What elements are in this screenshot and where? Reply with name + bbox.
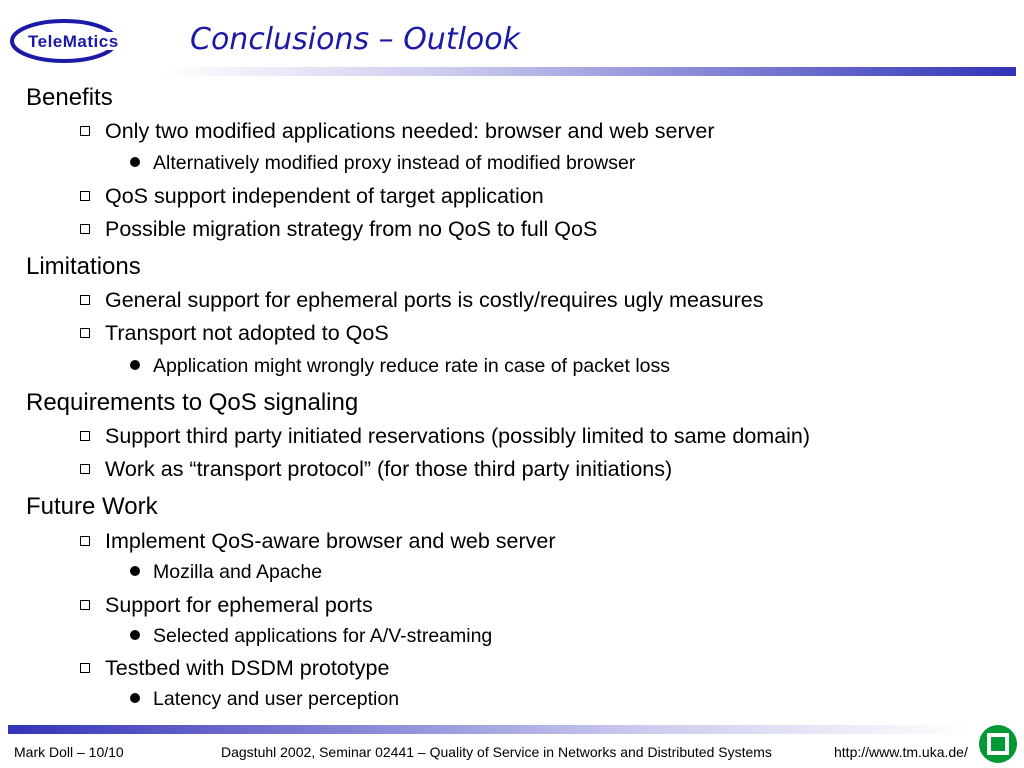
sub-list-item — [130, 152, 635, 175]
list-item-text: General support for ephemeral ports is costly/requires ugly measures — [105, 288, 764, 312]
footer-author: Mark Doll – 10/10 — [14, 744, 124, 760]
logo-text: TeleMatics — [28, 32, 119, 51]
list-item — [80, 119, 715, 144]
square-bullet-icon — [80, 126, 90, 136]
square-bullet-icon — [80, 536, 90, 546]
list-item — [80, 288, 763, 313]
square-bullet-icon — [80, 191, 90, 201]
round-bullet-icon — [130, 566, 140, 576]
square-bullet-icon — [80, 328, 90, 338]
round-bullet-icon — [130, 157, 140, 167]
section-heading — [26, 253, 141, 281]
list-item-text: Work as “transport protocol” (for those third party initiations) — [105, 457, 673, 481]
list-item — [80, 656, 389, 681]
list-item — [80, 424, 810, 449]
list-item-text: Implement QoS-aware browser and web server — [105, 529, 556, 553]
list-item-text: Testbed with DSDM prototype — [105, 656, 390, 680]
list-item — [80, 457, 672, 482]
section-heading — [26, 389, 358, 417]
list-item — [80, 184, 544, 209]
section-heading-text: Future Work — [26, 493, 158, 520]
title-divider — [160, 67, 1016, 76]
square-bullet-icon — [80, 295, 90, 305]
list-item — [80, 217, 597, 242]
university-logo — [978, 724, 1018, 764]
page-title: Conclusions – Outlook — [190, 22, 520, 57]
section-heading — [26, 493, 158, 521]
square-bullet-icon — [80, 431, 90, 441]
section-heading-text: Requirements to QoS signaling — [26, 389, 359, 416]
square-bullet-icon — [80, 663, 90, 673]
section-heading-text: Limitations — [26, 253, 141, 280]
sub-list-item — [130, 561, 322, 584]
footer-event: Dagstuhl 2002, Seminar 02441 – Quality of Service in Networks and Distributed Systems — [221, 744, 772, 760]
list-item-text: Support for ephemeral ports — [105, 593, 373, 617]
list-item — [80, 321, 389, 346]
sub-list-item-text: Latency and user perception — [153, 688, 400, 710]
sub-list-item — [130, 688, 399, 711]
sub-list-item-text: Application might wrongly reduce rate in case of packet loss — [153, 355, 671, 377]
square-bullet-icon — [80, 600, 90, 610]
footer-divider — [8, 725, 970, 734]
list-item-text: Transport not adopted to QoS — [105, 321, 389, 345]
square-bullet-icon — [80, 224, 90, 234]
sub-list-item-text: Alternatively modified proxy instead of modified browser — [153, 152, 636, 174]
list-item-text: Support third party initiated reservations (possibly limited to same domain) — [105, 424, 811, 448]
list-item-text: Only two modified applications needed: browser and web server — [105, 119, 715, 143]
sub-list-item-text: Selected applications for A/V-streaming — [153, 625, 493, 647]
section-heading-text: Benefits — [26, 84, 113, 111]
list-item — [80, 593, 373, 618]
list-item — [80, 529, 556, 554]
footer-url[interactable]: http://www.tm.uka.de/ — [834, 744, 968, 760]
section-heading — [26, 84, 113, 112]
sub-list-item — [130, 625, 492, 648]
telematics-logo — [8, 18, 160, 64]
round-bullet-icon — [130, 693, 140, 703]
list-item-text: Possible migration strategy from no QoS to full QoS — [105, 217, 598, 241]
sub-list-item — [130, 355, 670, 378]
list-item-text: QoS support independent of target application — [105, 184, 544, 208]
sub-list-item-text: Mozilla and Apache — [153, 561, 323, 583]
round-bullet-icon — [130, 630, 140, 640]
square-bullet-icon — [80, 464, 90, 474]
round-bullet-icon — [130, 360, 140, 370]
